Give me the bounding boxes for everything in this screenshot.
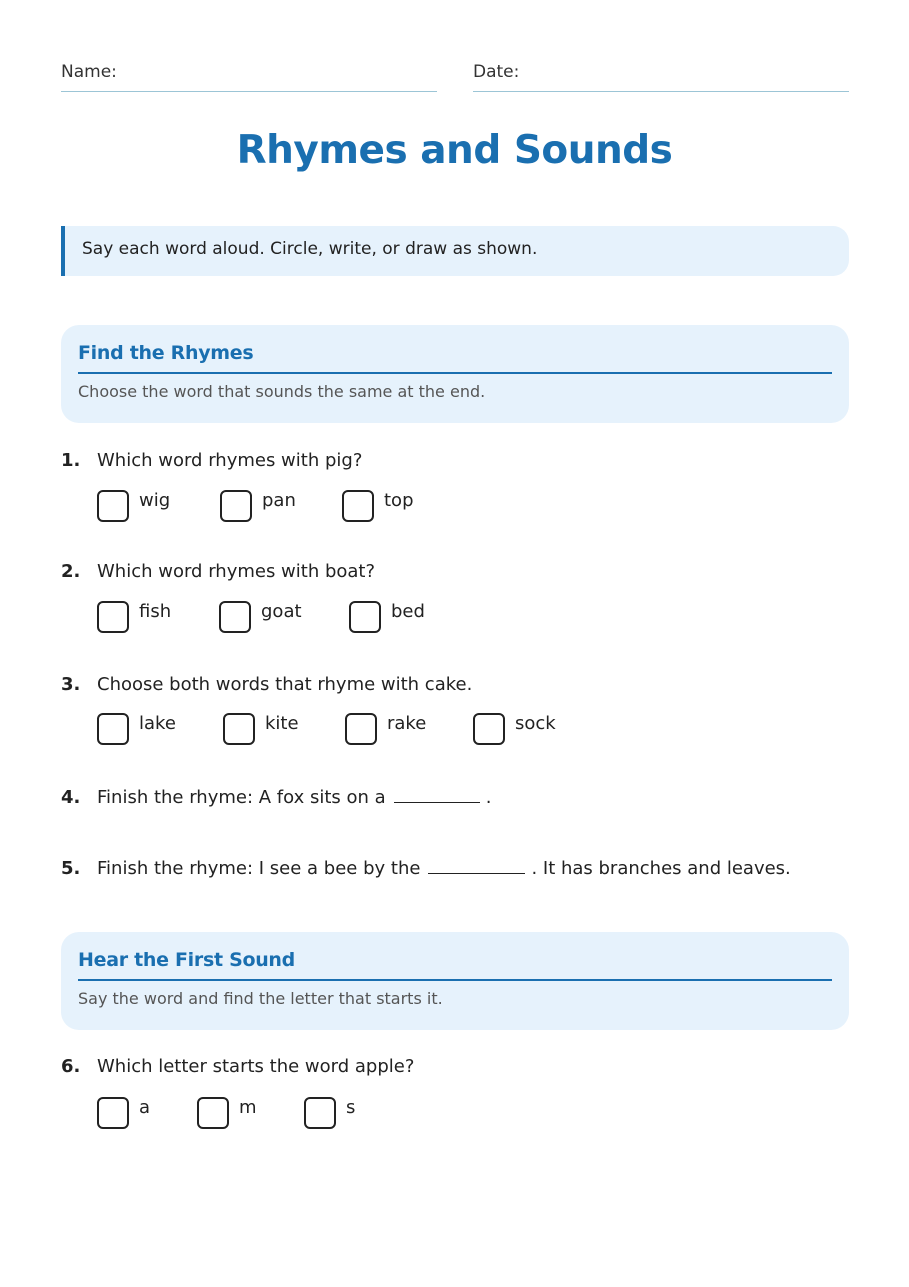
section-find-rhymes: [61, 325, 849, 423]
option-label: pan: [262, 490, 296, 511]
option-label: fish: [139, 601, 172, 622]
page-title: Rhymes and Sounds: [236, 128, 673, 173]
question-6: [61, 1056, 414, 1077]
question-number: 6.: [61, 1056, 81, 1077]
question-number: 2.: [61, 561, 81, 582]
question-2: [61, 561, 375, 582]
section-heading: Find the Rhymes: [78, 342, 832, 374]
question-text: Finish the rhyme: A fox sits on a: [97, 787, 386, 808]
date-label: Date:: [473, 62, 520, 82]
question-text-end: . It has branches and leaves.: [531, 858, 791, 879]
question-number: 4.: [61, 787, 81, 808]
question-text: Choose both words that rhyme with cake.: [97, 674, 473, 695]
question-1: [61, 450, 362, 471]
question-text: Which letter starts the word apple?: [97, 1056, 415, 1077]
instructions-box: [61, 226, 849, 276]
instructions-text: Say each word aloud. Circle, write, or draw as shown.: [82, 239, 538, 259]
option-label: kite: [265, 713, 299, 734]
checkbox[interactable]: [304, 1097, 336, 1129]
name-label: Name:: [61, 62, 117, 82]
checkbox[interactable]: [97, 1097, 129, 1129]
question-text: Which word rhymes with boat?: [97, 561, 376, 582]
answer-blank[interactable]: [394, 785, 480, 803]
option-label: lake: [139, 713, 176, 734]
section-first-sound: [61, 932, 849, 1030]
option-label: top: [384, 490, 414, 511]
question-4: [61, 785, 491, 808]
checkbox[interactable]: [223, 713, 255, 745]
checkbox[interactable]: [197, 1097, 229, 1129]
name-field[interactable]: [61, 62, 437, 92]
question-number: 1.: [61, 450, 81, 471]
answer-blank[interactable]: [428, 856, 525, 874]
option-label: wig: [139, 490, 171, 511]
checkbox[interactable]: [97, 601, 129, 633]
question-text: Which word rhymes with pig?: [97, 450, 363, 471]
section-subtitle: Say the word and find the letter that starts it.: [78, 989, 443, 1008]
question-5: [61, 856, 791, 879]
option-label: bed: [391, 601, 425, 622]
option-label: a: [139, 1097, 151, 1118]
question-3: [61, 674, 472, 695]
question-text: Finish the rhyme: I see a bee by the: [97, 858, 421, 879]
checkbox[interactable]: [342, 490, 374, 522]
checkbox[interactable]: [345, 713, 377, 745]
option-label: goat: [261, 601, 302, 622]
section-heading: Hear the First Sound: [78, 949, 832, 981]
checkbox[interactable]: [97, 713, 129, 745]
option-label: s: [346, 1097, 356, 1118]
checkbox[interactable]: [473, 713, 505, 745]
checkbox[interactable]: [97, 490, 129, 522]
date-field[interactable]: [473, 62, 849, 92]
option-label: sock: [515, 713, 556, 734]
option-label: m: [239, 1097, 257, 1118]
checkbox[interactable]: [220, 490, 252, 522]
option-label: rake: [387, 713, 427, 734]
question-text-end: .: [485, 787, 492, 808]
checkbox[interactable]: [349, 601, 381, 633]
checkbox[interactable]: [219, 601, 251, 633]
section-subtitle: Choose the word that sounds the same at the end.: [78, 382, 486, 401]
question-number: 5.: [61, 858, 81, 879]
question-number: 3.: [61, 674, 81, 695]
